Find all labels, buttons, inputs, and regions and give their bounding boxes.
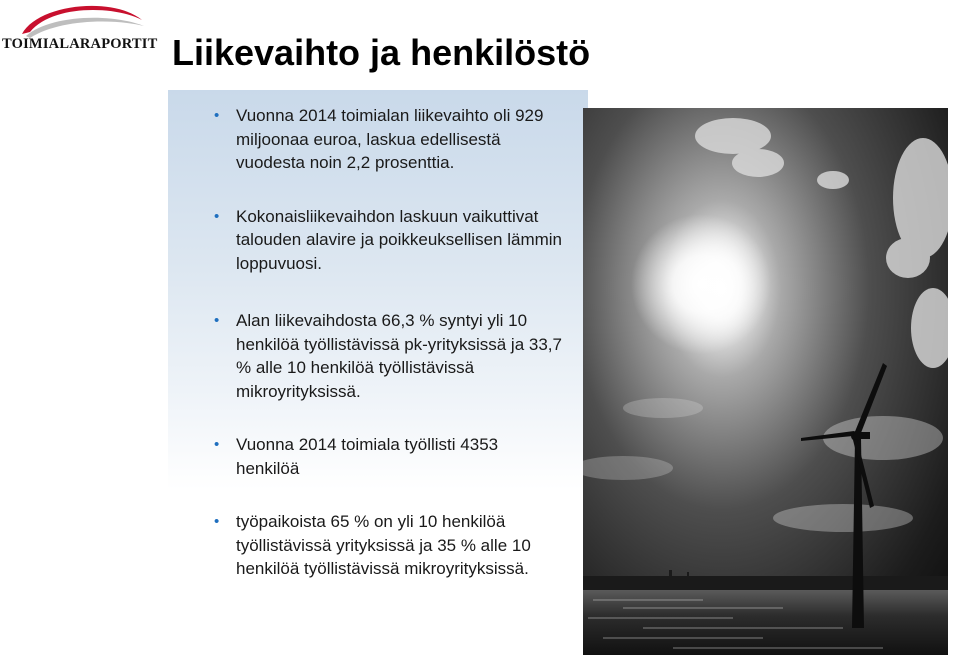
logo-swoosh-icon (18, 0, 148, 40)
bullet-dot-icon: • (214, 312, 220, 329)
bullet-text: Vuonna 2014 toimialan liikevaihto oli 929 miljoonaa euroa, laskua edellisestä vuodesta noin 2,2 prosenttia. (236, 106, 544, 172)
bullet-list (210, 104, 565, 581)
bullet-dot-icon: • (214, 107, 220, 124)
list-item (210, 205, 565, 276)
logo-text: TOIMIALARAPORTIT (2, 36, 158, 52)
list-item (210, 309, 565, 403)
list-item (210, 510, 565, 581)
bullet-dot-icon: • (214, 513, 220, 530)
bullet-dot-icon: • (214, 436, 220, 453)
logo (0, 0, 160, 60)
bullet-text: työpaikoista 65 % on yli 10 henkilöä työllistävissä yrityksissä ja 35 % alle 10 henkilöä työllistävissä mikroyrityksissä. (236, 512, 531, 578)
bullet-text: Vuonna 2014 toimiala työllisti 4353 henkilöä (236, 435, 499, 478)
page-title: Liikevaihto ja henkilöstö (172, 32, 591, 73)
bullet-text: Kokonaisliikevaihdon laskuun vaikuttivat talouden alavire ja poikkeuksellisen lämmin loppuvuosi. (236, 206, 563, 273)
bullet-text: Alan liikevaihdosta 66,3 % syntyi yli 10 henkilöä työllistävissä pk-yrityksissä ja 33,7 % alle 10 henkilöä työllistävissä mikroyrityksissä. (236, 311, 562, 401)
list-item (210, 433, 565, 480)
bullet-dot-icon: • (214, 207, 220, 225)
list-item (210, 104, 565, 175)
wind-turbine-photo (583, 108, 948, 655)
